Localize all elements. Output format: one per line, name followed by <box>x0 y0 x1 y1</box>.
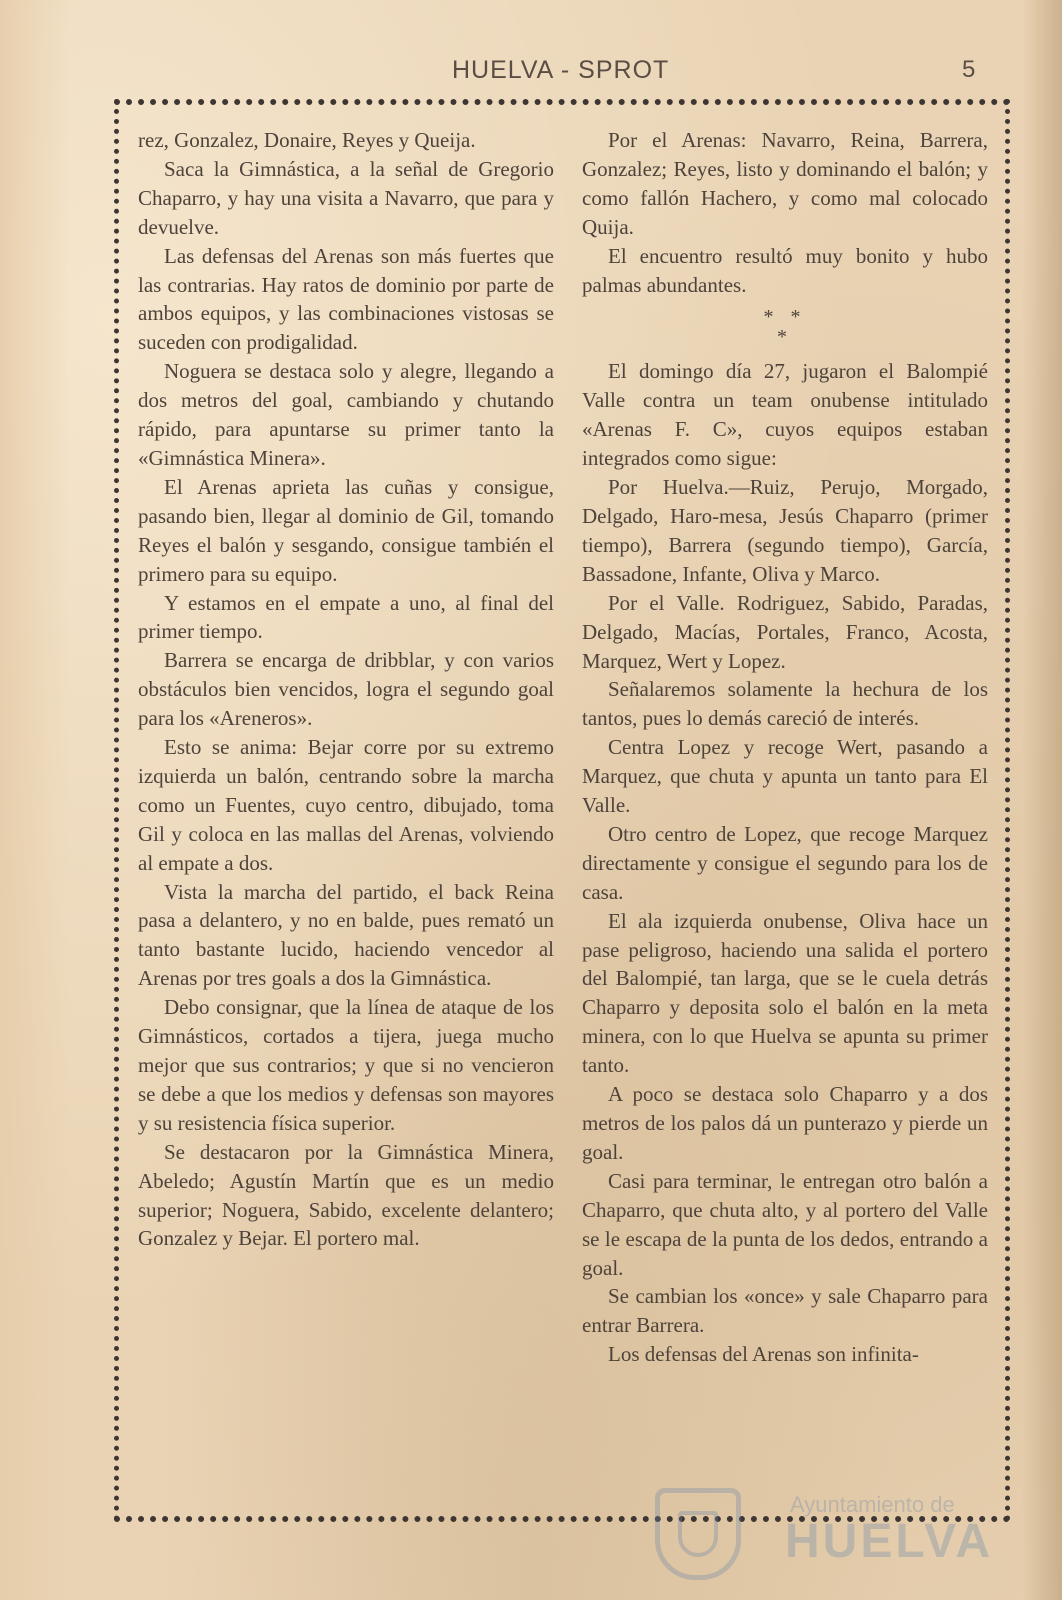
city-seal-icon <box>655 1488 741 1580</box>
asterism-top: * * <box>763 306 807 329</box>
running-head: HUELVA - SPROT <box>452 56 670 84</box>
paragraph: Los defensas del Arenas son infinita- <box>608 1342 919 1367</box>
paragraph: Señalaremos solamente la hechura de los tantos, pues lo demás careció de interés. <box>582 677 988 731</box>
paragraph: Se cambian los «once» y sale Chaparro para entrar Barrera. <box>582 1284 988 1338</box>
paragraph: El ala izquierda onubense, Oliva hace un pase peligroso, haciendo una salida el portero del Balompié, tan larga, que se le cuela detrás Chaparro y deposita solo el balón en la meta minera, con lo que Huelva se apunta su primer tanto. <box>582 908 988 1078</box>
asterism-bottom: * <box>777 326 793 349</box>
page-number: 5 <box>962 56 976 83</box>
paragraph: A poco se destaca solo Chaparro y a dos metros de los palos dá un punterazo y pierde un goal. <box>582 1082 988 1164</box>
paragraph: Noguera se destaca solo y alegre, llegando a dos metros del goal, cambiando y chutando rápido, para apuntarse su primer tanto la «Gimnástica Minera». <box>138 359 554 470</box>
watermark-line-1: Ayuntamiento de <box>790 1492 955 1517</box>
paragraph: Por el Valle. Rodriguez, Sabido, Paradas, Delgado, Macías, Portales, Franco, Acosta, Marquez, Wert y Lopez. <box>582 590 988 673</box>
paragraph: Saca la Gimnástica, a la señal de Gregorio Chaparro, y hay una visita a Navarro, que para y devuelve. <box>138 156 554 239</box>
paragraph: Y estamos en el empate a uno, al final del primer tiempo. <box>138 590 554 644</box>
paragraph: El domingo día 27, jugaron el Balompié Valle contra un team onubense intitulado «Arenas F. C», cuyos equipos estaban integrados como sigue: <box>582 359 988 471</box>
paragraph: Vista la marcha del partido, el back Reina pasa a delantero, y no en balde, pues remató un tanto bastante lucido, haciendo vencedor al Arenas por tres goals a dos la Gimnástica. <box>138 879 554 991</box>
archive-watermark <box>655 1478 1015 1588</box>
left-column <box>138 126 554 1253</box>
paragraph: Centra Lopez y recoge Wert, pasando a Marquez, que chuta y apunta un tanto para El Valle. <box>582 735 988 818</box>
paragraph: Debo consignar, que la línea de ataque de los Gimnásticos, cortados a tijera, juega mucho mejor que sus contrarios; y que si no vencieron se debe a que los medios y defensas son mayores y su resistencia física superior. <box>138 995 554 1135</box>
paragraph: rez, Gonzalez, Donaire, Reyes y Queija. <box>138 128 476 152</box>
paragraph: El Arenas aprieta las cuñas y consigue, pasando bien, llegar al dominio de Gil, tomando Reyes el balón y sesgando, consigue también el primero para su equipo. <box>138 474 554 586</box>
paragraph: Otro centro de Lopez, que recoge Marquez directamente y consigue el segundo para los de casa. <box>582 821 988 904</box>
paragraph: El encuentro resultó muy bonito y hubo palmas abundantes. <box>582 243 988 297</box>
asterism-divider <box>582 299 988 357</box>
watermark-line-2: HUELVA <box>785 1515 994 1568</box>
paragraph: Las defensas del Arenas son más fuertes que las contrarias. Hay ratos de dominio por parte de ambos equipos, y las combinaciones vistosas se suceden con prodigalidad. <box>138 243 554 355</box>
paragraph: Por el Arenas: Navarro, Reina, Barrera, Gonzalez; Reyes, listo y dominando el balón; y como fallón Hachero, y como mal colocado Quija. <box>582 128 988 239</box>
paragraph: Por Huelva.—Ruiz, Perujo, Morgado, Delgado, Haro-mesa, Jesús Chaparro (primer tiempo), Barrera (segundo tiempo), García, Bassadone, Infante, Oliva y Marco. <box>582 475 988 586</box>
paragraph: Esto se anima: Bejar corre por su extremo izquierda un balón, centrando sobre la marcha como un Fuentes, cuyo centro, dibujado, toma Gil y coloca en las mallas del Arenas, volviendo al empate a dos. <box>138 735 554 875</box>
right-column <box>582 126 988 1369</box>
paragraph: Barrera se encarga de dribblar, y con varios obstáculos bien vencidos, logra el segundo goal para los «Areneros». <box>138 648 554 731</box>
paper-edge-right <box>1022 0 1062 1600</box>
paper-shadow-left <box>0 0 70 1600</box>
paragraph: Se destacaron por la Gimnástica Minera, Abeledo; Agustín Martín que es un medio superior; Noguera, Sabido, excelente delantero; Gonzalez y Bejar. El portero mal. <box>138 1139 554 1251</box>
paragraph: Casi para terminar, le entregan otro balón a Chaparro, que chuta alto, y al portero del Valle se le escapa de la punta de los dedos, entrando a goal. <box>582 1168 988 1280</box>
